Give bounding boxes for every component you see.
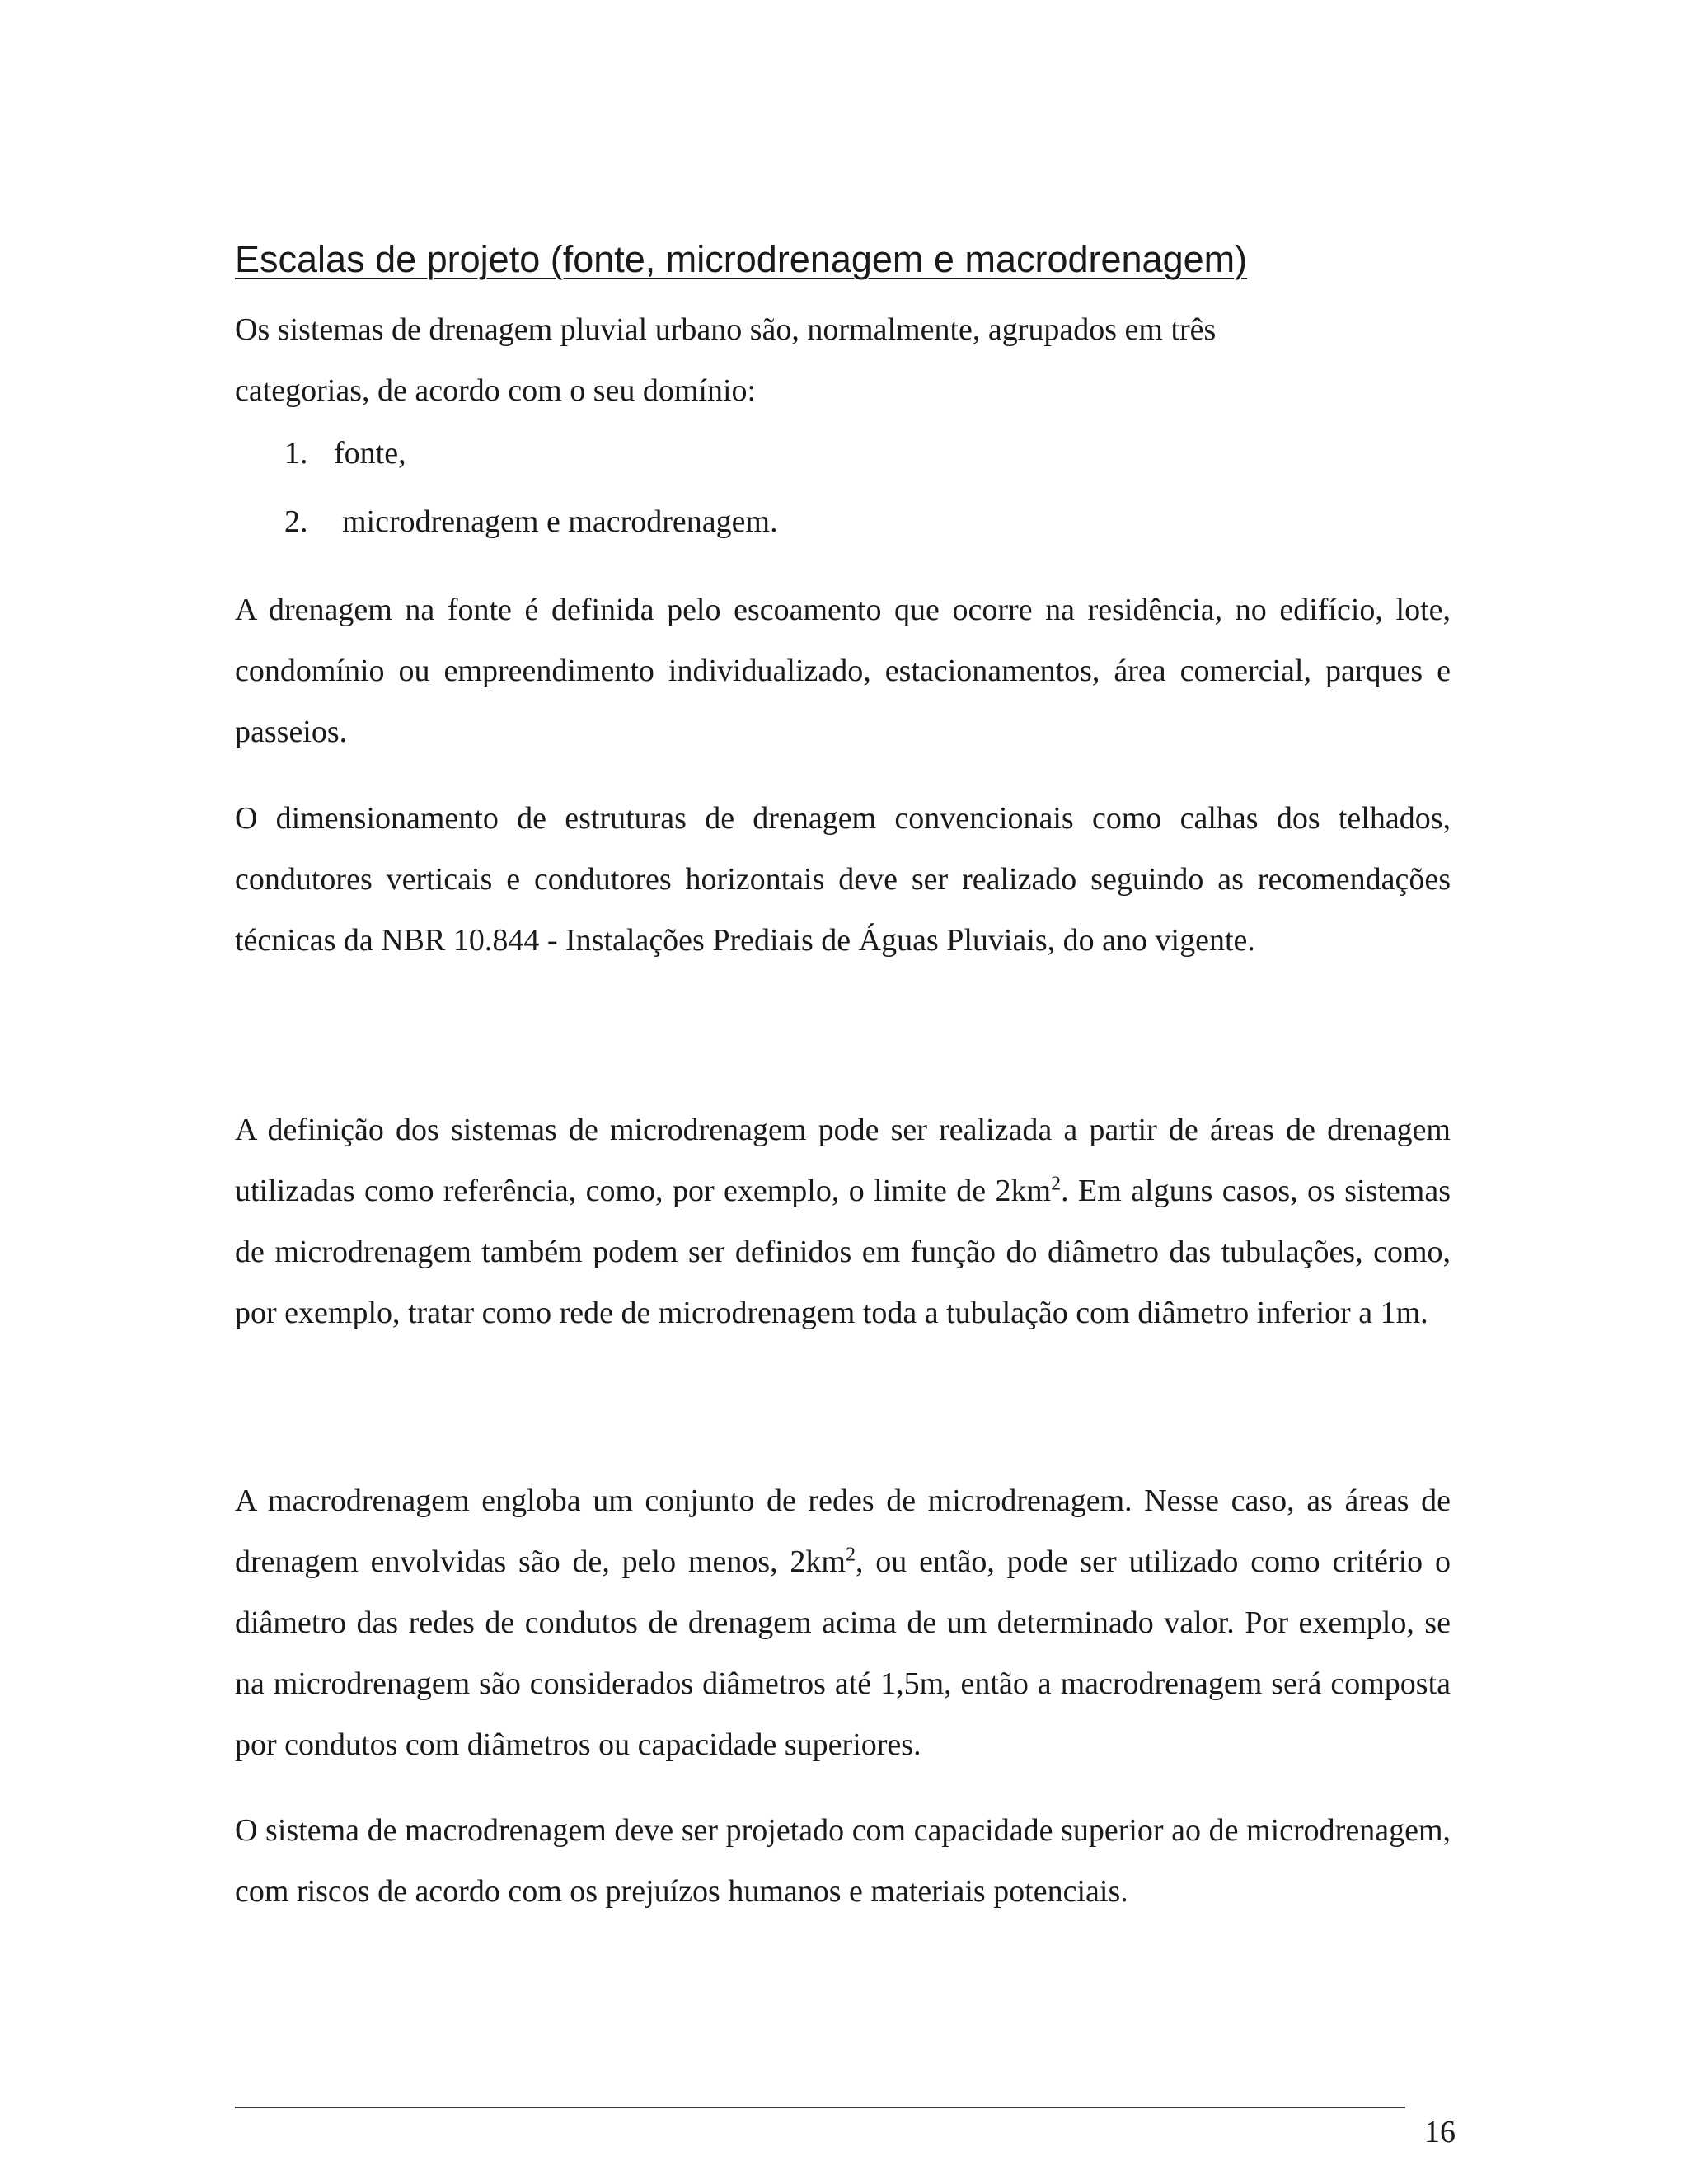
- list-text: microdrenagem e macrodrenagem.: [342, 504, 778, 539]
- intro-paragraph: Os sistemas de drenagem pluvial urbano são, normalmente, agrupados em três categorias, de acordo com o seu domínio:: [235, 312, 1217, 408]
- paragraph-dimensionamento: O dimensionamento de estruturas de drenagem convencionais como calhas dos telhados, condutores verticais e condutores horizontais deve ser realizado seguindo as recomendações técnicas da NBR 10.844 - Instalações Prediais de Águas Pluviais, do ano vigente.: [235, 801, 1451, 958]
- paragraph-fonte: A drenagem na fonte é definida pelo escoamento que ocorre na residência, no edifício, lote, condomínio ou empreendimento individualizado, estacionamentos, área comercial, parques e passeios.: [235, 593, 1451, 749]
- page-number: 16: [1424, 2115, 1456, 2149]
- section-heading: Escalas de projeto (fonte, microdrenagem e macrodrenagem): [235, 238, 1248, 280]
- list-number: 2.: [284, 504, 308, 539]
- list-item-micro-macro: [284, 497, 778, 546]
- footer-divider: [235, 2107, 1405, 2108]
- paragraph-microdrenagem: [235, 1099, 1451, 1343]
- paragraph-sistema-macrodrenagem: O sistema de macrodrenagem deve ser projetado com capacidade superior ao de microdrenagem, com riscos de acordo com os prejuízos humanos e materiais potenciais.: [235, 1813, 1451, 1909]
- list-number: 1.: [284, 436, 308, 471]
- paragraph-text: . Em alguns casos, os sistemas de microdrenagem também podem ser definidos em função do diâmetro das tubulações, como, por exemplo, tratar como rede de microdrenagem toda a tubulação com diâmetro inferior a 1m.: [235, 1174, 1451, 1330]
- paragraph-text: , ou então, pode ser utilizado como critério o diâmetro das redes de condutos de drenagem acima de um determinado valor. Por exemplo, se na microdrenagem são considerados diâmetros até 1,5m, então a macrodrenagem será composta por condutos com diâmetros ou capacidade superiores.: [235, 1544, 1451, 1762]
- paragraph-macrodrenagem: [235, 1470, 1451, 1775]
- paragraph-text: A definição dos sistemas de microdrenagem pode ser realizada a partir de áreas de drenagem utilizadas como referência, como, por exemplo, o limite de 2km: [235, 1113, 1451, 1208]
- list-item-fonte: [284, 429, 406, 478]
- superscript: 2: [845, 1544, 856, 1566]
- superscript: 2: [1051, 1173, 1062, 1195]
- paragraph-text: A macrodrenagem engloba um conjunto de redes de microdrenagem. Nesse caso, as áreas de drenagem envolvidas são de, pelo menos, 2km: [235, 1483, 1451, 1579]
- list-text: fonte,: [334, 436, 406, 471]
